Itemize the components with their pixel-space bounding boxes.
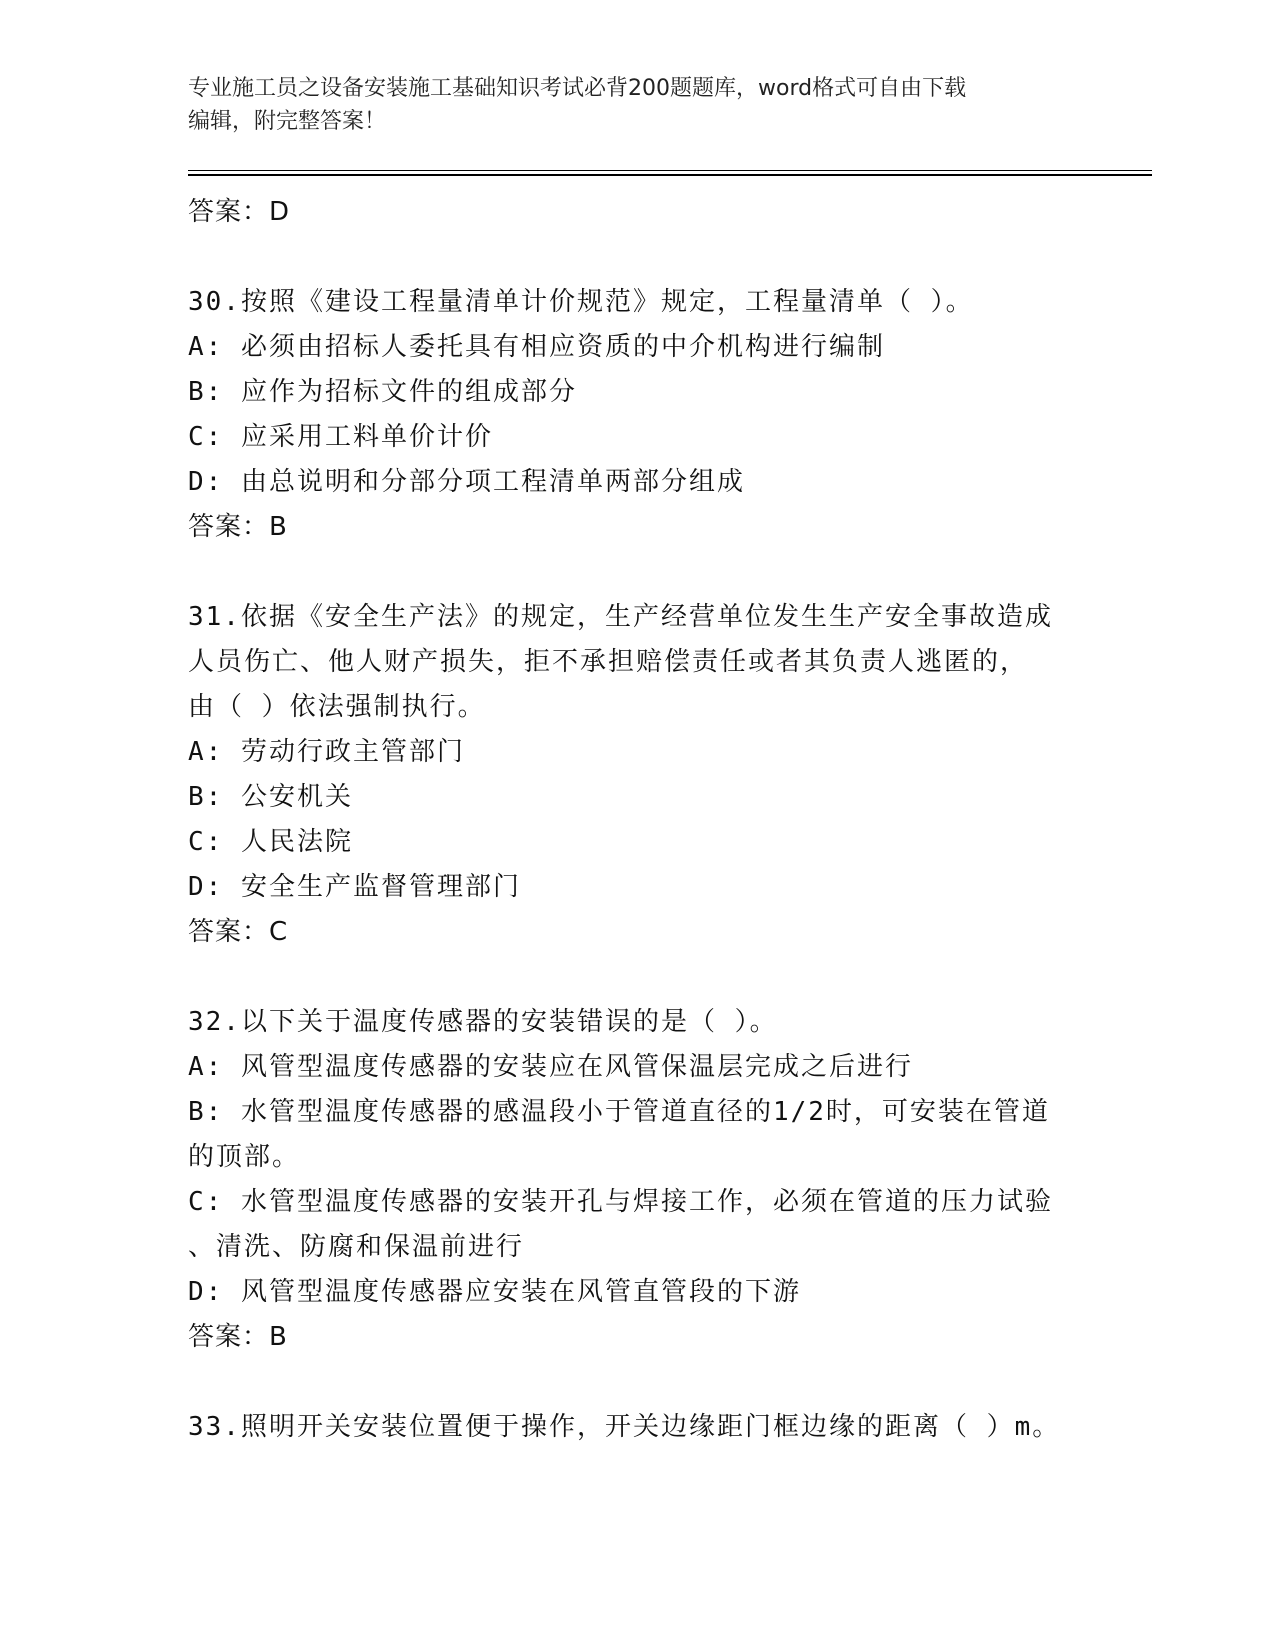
question-30-answer: 答案：B: [188, 512, 288, 542]
question-32-option-d: D: 风管型温度传感器应安装在风管直管段的下游: [188, 1277, 801, 1307]
header-line-1: 专业施工员之设备安装施工基础知识考试必背200题题库，word格式可自由下载: [188, 76, 967, 101]
question-30-option-a: A: 必须由招标人委托具有相应资质的中介机构进行编制: [188, 332, 885, 362]
document-header: [188, 72, 1088, 138]
question-32-stem: 32.以下关于温度传感器的安装错误的是（ ）。: [188, 1007, 778, 1037]
question-32-option-c-line-1: C: 水管型温度传感器的安装开孔与焊接工作，必须在管道的压力试验: [188, 1187, 1053, 1217]
question-31-stem-line-2: 人员伤亡、他人财产损失，拒不承担赔偿责任或者其负责人逃匿的，: [188, 647, 1029, 677]
spacer: [188, 235, 1088, 280]
question-32-option-c-line-2: 、清洗、防腐和保温前进行: [188, 1232, 525, 1262]
spacer: [188, 550, 1088, 595]
question-31-option-d: D: 安全生产监督管理部门: [188, 872, 521, 902]
spacer: [188, 955, 1088, 1000]
question-31: [188, 595, 1088, 955]
previous-answer: 答案：D: [188, 197, 291, 227]
question-32: [188, 1000, 1088, 1360]
question-32-option-b-line-2: 的顶部。: [188, 1142, 301, 1172]
question-31-option-a: A: 劳动行政主管部门: [188, 737, 465, 767]
question-31-answer: 答案：C: [188, 917, 289, 947]
question-30-option-d: D: 由总说明和分部分项工程清单两部分组成: [188, 467, 745, 497]
question-31-option-c: C: 人民法院: [188, 827, 353, 857]
header-line-2: 编辑，附完整答案！: [188, 109, 387, 134]
question-31-stem-line-3: 由（ ）依法强制执行。: [188, 692, 486, 722]
document-body: [188, 190, 1088, 1450]
header-divider-thick: [188, 174, 1152, 176]
question-30-option-b: B: 应作为招标文件的组成部分: [188, 377, 577, 407]
question-33-stem: 33.照明开关安装位置便于操作，开关边缘距门框边缘的距离（ ）m。: [188, 1412, 1061, 1442]
question-30-option-c: C: 应采用工料单价计价: [188, 422, 493, 452]
question-30-stem: 30.按照《建设工程量清单计价规范》规定，工程量清单（ ）。: [188, 287, 974, 317]
question-31-option-b: B: 公安机关: [188, 782, 353, 812]
question-32-answer: 答案：B: [188, 1322, 288, 1352]
question-33: [188, 1405, 1088, 1450]
question-32-option-b-line-1: B: 水管型温度传感器的感温段小于管道直径的1/2时，可安装在管道: [188, 1097, 1050, 1127]
spacer: [188, 1360, 1088, 1405]
question-31-stem-line-1: 31.依据《安全生产法》的规定，生产经营单位发生生产安全事故造成: [188, 602, 1053, 632]
question-30: [188, 280, 1088, 550]
header-divider-thin: [188, 170, 1152, 171]
question-32-option-a: A: 风管型温度传感器的安装应在风管保温层完成之后进行: [188, 1052, 913, 1082]
